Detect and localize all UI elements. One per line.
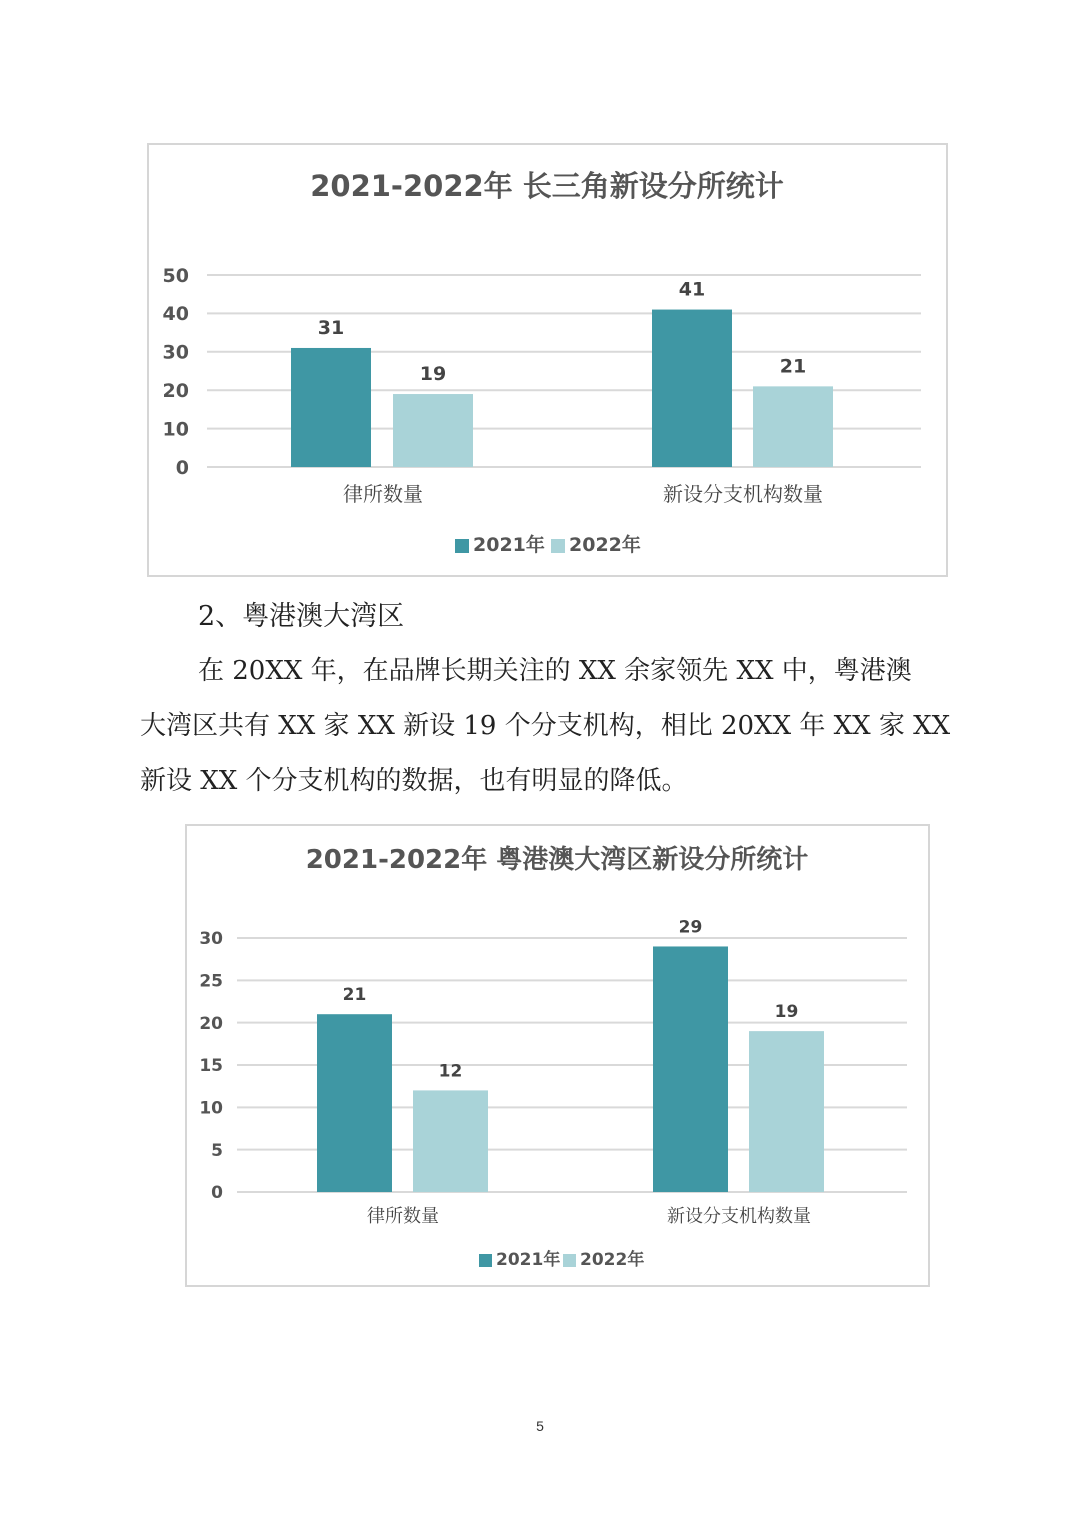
chart2-y-tick-label: 0 — [211, 1183, 223, 1204]
chart2-y-tick-label: 25 — [199, 971, 223, 992]
chart1-legend-swatch — [455, 539, 469, 553]
chart2-category-label: 新设分支机构数量 — [667, 1206, 811, 1227]
chart1-legend-swatch — [551, 539, 565, 553]
chart1-bar-2022-cat1 — [393, 394, 473, 467]
chart1-bar-2022-cat2 — [753, 386, 833, 467]
chart1-y-tick-label: 50 — [162, 264, 189, 287]
page-number: 5 — [536, 1418, 544, 1434]
chart2-y-tick-label: 5 — [211, 1140, 223, 1161]
chart2-legend-swatch — [563, 1254, 576, 1267]
chart1-y-tick-label: 40 — [162, 303, 189, 326]
chart2-y-tick-label: 20 — [199, 1013, 223, 1034]
chart-yangtze-delta — [147, 143, 948, 577]
paragraph-line-1: 在 20XX 年，在品牌长期关注的 XX 余家领先 XX 中，粤港澳 — [198, 656, 912, 686]
chart1-bar-2021-cat2 — [652, 310, 732, 467]
chart1-value-label: 31 — [317, 316, 345, 339]
chart2-value-label: 12 — [438, 1061, 463, 1082]
chart2-bar-2021-cat1 — [317, 1014, 392, 1192]
chart2-value-label: 21 — [342, 985, 367, 1006]
section-heading: 2、粤港澳大湾区 — [198, 601, 405, 632]
chart2-legend-swatch — [479, 1254, 492, 1267]
chart2-bar-2022-cat2 — [749, 1031, 824, 1192]
chart1-y-tick-label: 20 — [162, 380, 189, 403]
chart1-value-label: 21 — [779, 355, 807, 378]
chart1-legend-label: 2021年 — [473, 534, 545, 556]
chart2-y-tick-label: 10 — [199, 1098, 223, 1119]
chart2-legend-label: 2021年 — [496, 1250, 561, 1270]
chart1-title: 2021-2022年 长三角新设分所统计 — [310, 169, 784, 203]
chart1-value-label: 41 — [678, 278, 706, 301]
chart1-legend-label: 2022年 — [569, 534, 641, 556]
paragraph-line-2: 大湾区共有 XX 家 XX 新设 19 个分支机构，相比 20XX 年 XX 家 XX — [140, 711, 951, 741]
chart-greater-bay-area — [185, 824, 930, 1287]
chart2-bar-2022-cat1 — [413, 1090, 488, 1192]
chart2-title: 2021-2022年 粤港澳大湾区新设分所统计 — [305, 845, 809, 875]
chart1-bar-2021-cat1 — [291, 348, 371, 467]
chart2-value-label: 29 — [678, 917, 703, 938]
chart2-value-label: 19 — [774, 1002, 799, 1023]
paragraph-line-3: 新设 XX 个分支机构的数据，也有明显的降低。 — [140, 766, 688, 796]
chart1-y-tick-label: 10 — [162, 418, 189, 441]
chart1-y-tick-label: 0 — [175, 456, 189, 479]
chart1-category-label: 新设分支机构数量 — [663, 482, 823, 506]
chart2-legend-label: 2022年 — [580, 1250, 645, 1270]
chart-greater-bay-area-svg — [187, 826, 928, 1285]
chart2-y-tick-label: 30 — [199, 929, 223, 950]
chart2-bar-2021-cat2 — [653, 946, 728, 1192]
chart2-y-tick-label: 15 — [199, 1056, 223, 1077]
chart-yangtze-delta-svg — [149, 145, 946, 575]
chart2-category-label: 律所数量 — [367, 1206, 439, 1227]
chart1-category-label: 律所数量 — [343, 482, 423, 506]
chart1-y-tick-label: 30 — [162, 341, 189, 364]
chart1-value-label: 19 — [419, 363, 447, 386]
